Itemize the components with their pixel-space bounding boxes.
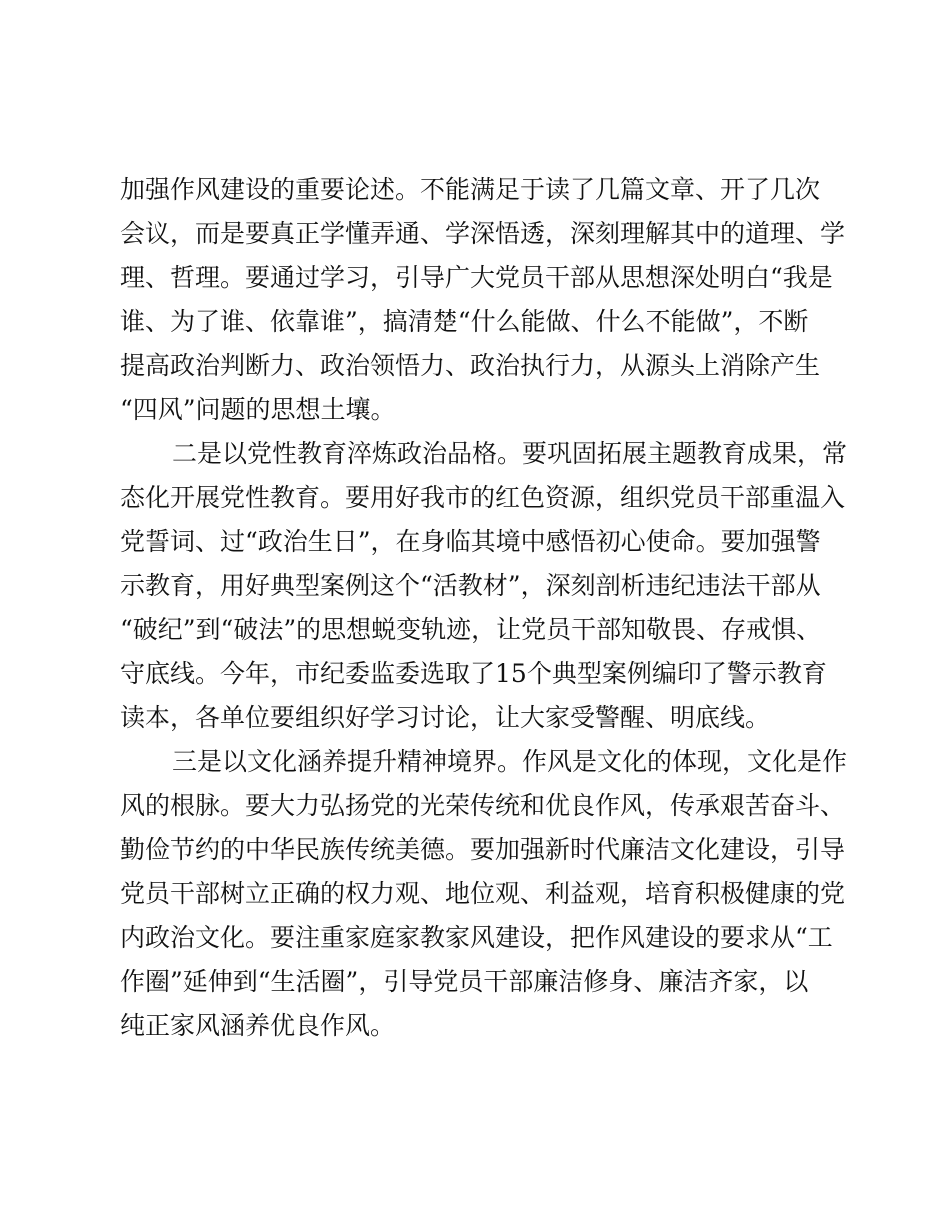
paragraph-line: “破纪”到“破法”的思想蜕变轨迹，让党员干部知敬畏、存戒惧、 [120, 615, 822, 644]
paragraph-line: “四风”问题的思想土壤。 [120, 395, 396, 424]
paragraph-line: 读本，各单位要组织好学习讨论，让大家受警醒、明底线。 [120, 703, 771, 732]
paragraph-1 [120, 168, 860, 432]
paragraph-line: 纯正家风涵养优良作风。 [120, 1011, 396, 1040]
paragraph-line: 守底线。今年，市纪委监委选取了15个典型案例编印了警示教育 [120, 659, 827, 688]
document-body [120, 168, 860, 1048]
paragraph-line: 会议，而是要真正学懂弄通、学深悟透，深刻理解其中的道理、学 [120, 219, 846, 248]
paragraph-2 [120, 432, 860, 740]
paragraph-line: 二是以党性教育淬炼政治品格。要巩固拓展主题教育成果，常 [172, 439, 848, 468]
paragraph-line: 理、哲理。要通过学习，引导广大党员干部从思想深处明白“我是 [120, 263, 833, 292]
paragraph-3 [120, 740, 860, 1048]
paragraph-line: 谁、为了谁、依靠谁”，搞清楚“什么能做、什么不能做”，不断 [120, 307, 809, 336]
paragraph-line: 示教育，用好典型案例这个“活教材”，深刻剖析违纪违法干部从 [120, 571, 821, 600]
paragraph-line: 风的根脉。要大力弘扬党的光荣传统和优良作风，传承艰苦奋斗、 [120, 791, 846, 820]
paragraph-line: 三是以文化涵养提升精神境界。作风是文化的体现，文化是作 [172, 747, 848, 776]
paragraph-line: 态化开展党性教育。要用好我市的红色资源，组织党员干部重温入 [120, 483, 846, 512]
paragraph-line: 作圈”延伸到“生活圈”，引导党员干部廉洁修身、廉洁齐家，以 [120, 967, 809, 996]
paragraph-line: 勤俭节约的中华民族传统美德。要加强新时代廉洁文化建设，引导 [120, 835, 846, 864]
paragraph-line: 党员干部树立正确的权力观、地位观、利益观，培育积极健康的党 [120, 879, 846, 908]
paragraph-line: 党誓词、过“政治生日”，在身临其境中感悟初心使命。要加强警 [120, 527, 821, 556]
paragraph-line: 提高政治判断力、政治领悟力、政治执行力，从源头上消除产生 [120, 351, 821, 380]
paragraph-line: 加强作风建设的重要论述。不能满足于读了几篇文章、开了几次 [120, 175, 821, 204]
paragraph-line: 内政治文化。要注重家庭家教家风建设，把作风建设的要求从“工 [120, 923, 833, 952]
